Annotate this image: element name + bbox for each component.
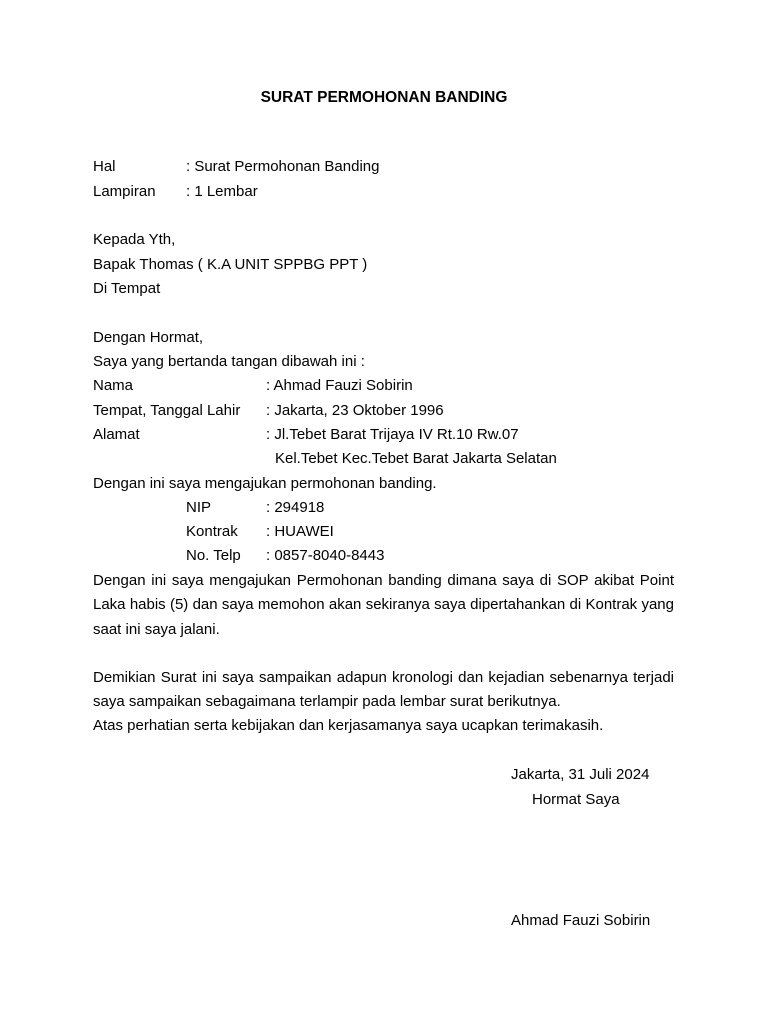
place-date: Jakarta, 31 Juli 2024 — [511, 766, 650, 783]
kontrak-value: : HUAWEI — [266, 523, 334, 540]
nip-value: : 294918 — [266, 499, 325, 516]
signature-salutation: Hormat Saya — [532, 791, 620, 808]
alamat-value: : Jl.Tebet Barat Trijaya IV Rt.10 Rw.07 — [266, 426, 519, 443]
kontrak-label: Kontrak — [186, 523, 238, 540]
ttl-value: : Jakarta, 23 Oktober 1996 — [266, 402, 444, 419]
statement-text: Dengan ini saya mengajukan permohonan banding. — [93, 475, 437, 492]
recipient-line-3: Di Tempat — [93, 280, 161, 297]
telp-label: No. Telp — [186, 547, 241, 564]
hal-value: : Surat Permohonan Banding — [186, 158, 380, 175]
nama-value: : Ahmad Fauzi Sobirin — [266, 377, 413, 394]
lampiran-value: : 1 Lembar — [186, 183, 258, 200]
recipient-line-1: Kepada Yth, — [93, 231, 176, 248]
alamat-label: Alamat — [93, 426, 140, 443]
intro-text: Saya yang bertanda tangan dibawah ini : — [93, 353, 365, 370]
nama-label: Nama — [93, 377, 134, 394]
letter-title: SURAT PERMOHONAN BANDING — [260, 89, 508, 106]
nip-label: NIP — [186, 499, 212, 516]
recipient-line-2: Bapak Thomas ( K.A UNIT SPPBG PPT ) — [93, 256, 368, 273]
alamat-value-2: Kel.Tebet Kec.Tebet Barat Jakarta Selatan — [275, 450, 557, 467]
paragraph-1: Dengan ini saya mengajukan Permohonan banding dimana saya di SOP akibat Point Laka habis (5) dan saya memohon akan sekiranya saya dipertahankan di Kontrak yang saat ini saya jalani. — [93, 572, 674, 638]
hal-label: Hal — [93, 158, 116, 175]
signature-name: Ahmad Fauzi Sobirin — [511, 912, 651, 929]
lampiran-label: Lampiran — [93, 183, 156, 200]
paragraph-2: Demikian Surat ini saya sampaikan adapun kronologi dan kejadian sebenarnya terjadi saya sampaikan sebagaimana terlampir pada lembar surat berikutnya. — [93, 669, 674, 711]
closing-text: Atas perhatian serta kebijakan dan kerjasamanya saya ucapkan terimakasih. — [93, 717, 604, 734]
greeting: Dengan Hormat, — [93, 329, 204, 346]
ttl-label: Tempat, Tanggal Lahir — [93, 402, 241, 419]
telp-value: : 0857-8040-8443 — [266, 547, 385, 564]
